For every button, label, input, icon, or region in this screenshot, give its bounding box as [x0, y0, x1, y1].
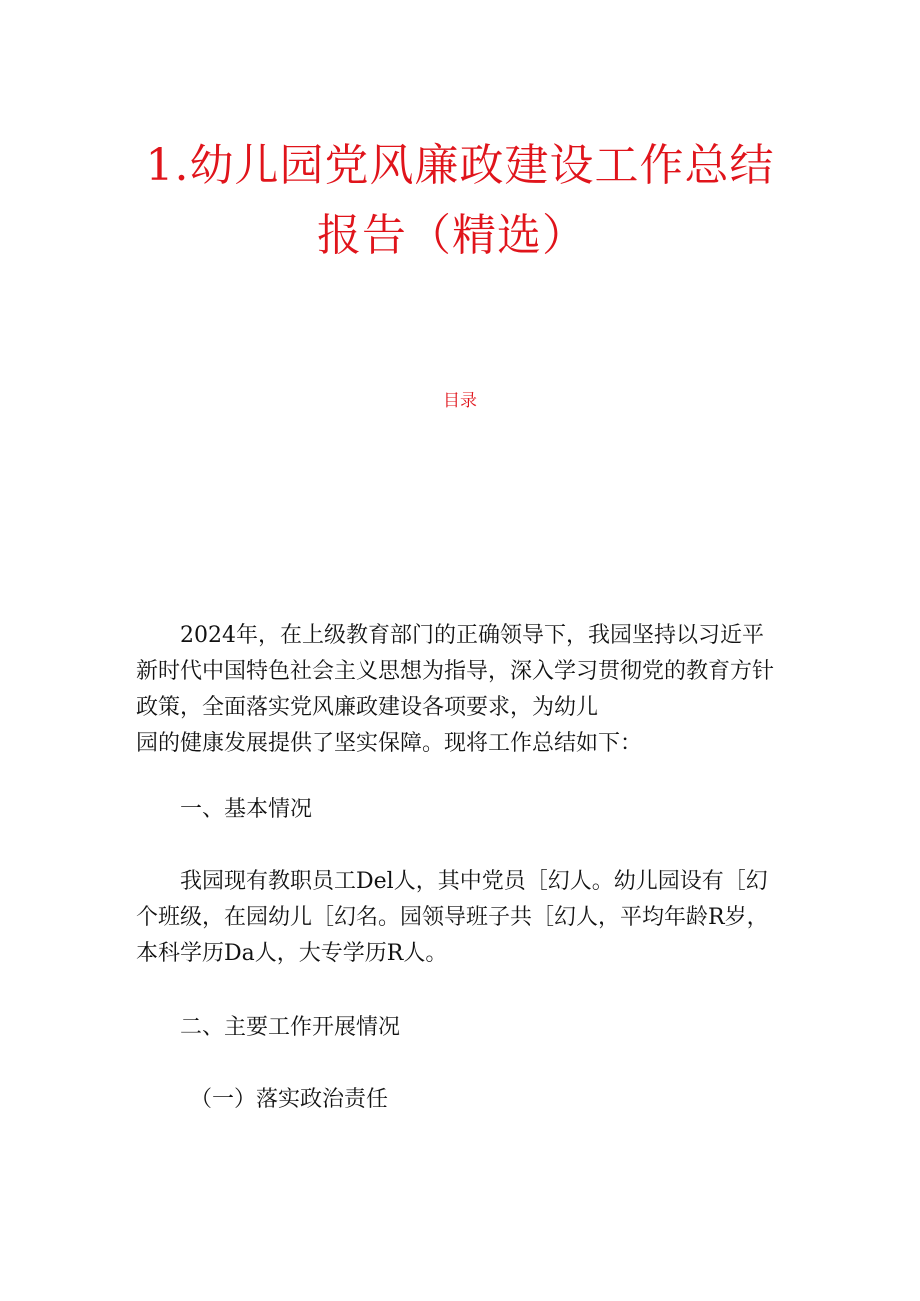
- intro-line-1: 2024年，在上级教育部门的正确领导下，我园坚持以习近平: [180, 623, 764, 648]
- basic-info-line-3: 本科学历Da人，大专学历R人。: [136, 941, 448, 966]
- basic-info-paragraph: [136, 864, 769, 972]
- intro-line-4: 园的健康发展提供了坚实保障。现将工作总结如下：: [136, 731, 643, 756]
- basic-info-line-1: 我园现有教职员工Del人，其中党员［幻人。幼儿园设有［幻: [180, 869, 768, 894]
- section-heading-basic-info: 一、基本情况: [180, 797, 313, 822]
- intro-line-3: 政策，全面落实党风廉政建设各项要求，为幼儿: [136, 695, 599, 720]
- document-title-line-1: 1.幼儿园党风廉政建设工作总结: [145, 140, 775, 191]
- intro-paragraph: [136, 618, 774, 762]
- basic-info-line-2: 个班级，在园幼儿［幻名。园领导班子共［幻人，平均年龄R岁，: [136, 905, 769, 930]
- intro-line-2: 新时代中国特色社会主义思想为指导，深入学习贯彻党的教育方针: [136, 659, 775, 684]
- document-title-line-2: 报告（精选）: [317, 210, 587, 261]
- table-of-contents-label[interactable]: 目录: [443, 391, 477, 411]
- subsection-heading-political-responsibility: （一）落实政治责任: [190, 1087, 389, 1112]
- section-heading-main-work: 二、主要工作开展情况: [180, 1015, 401, 1040]
